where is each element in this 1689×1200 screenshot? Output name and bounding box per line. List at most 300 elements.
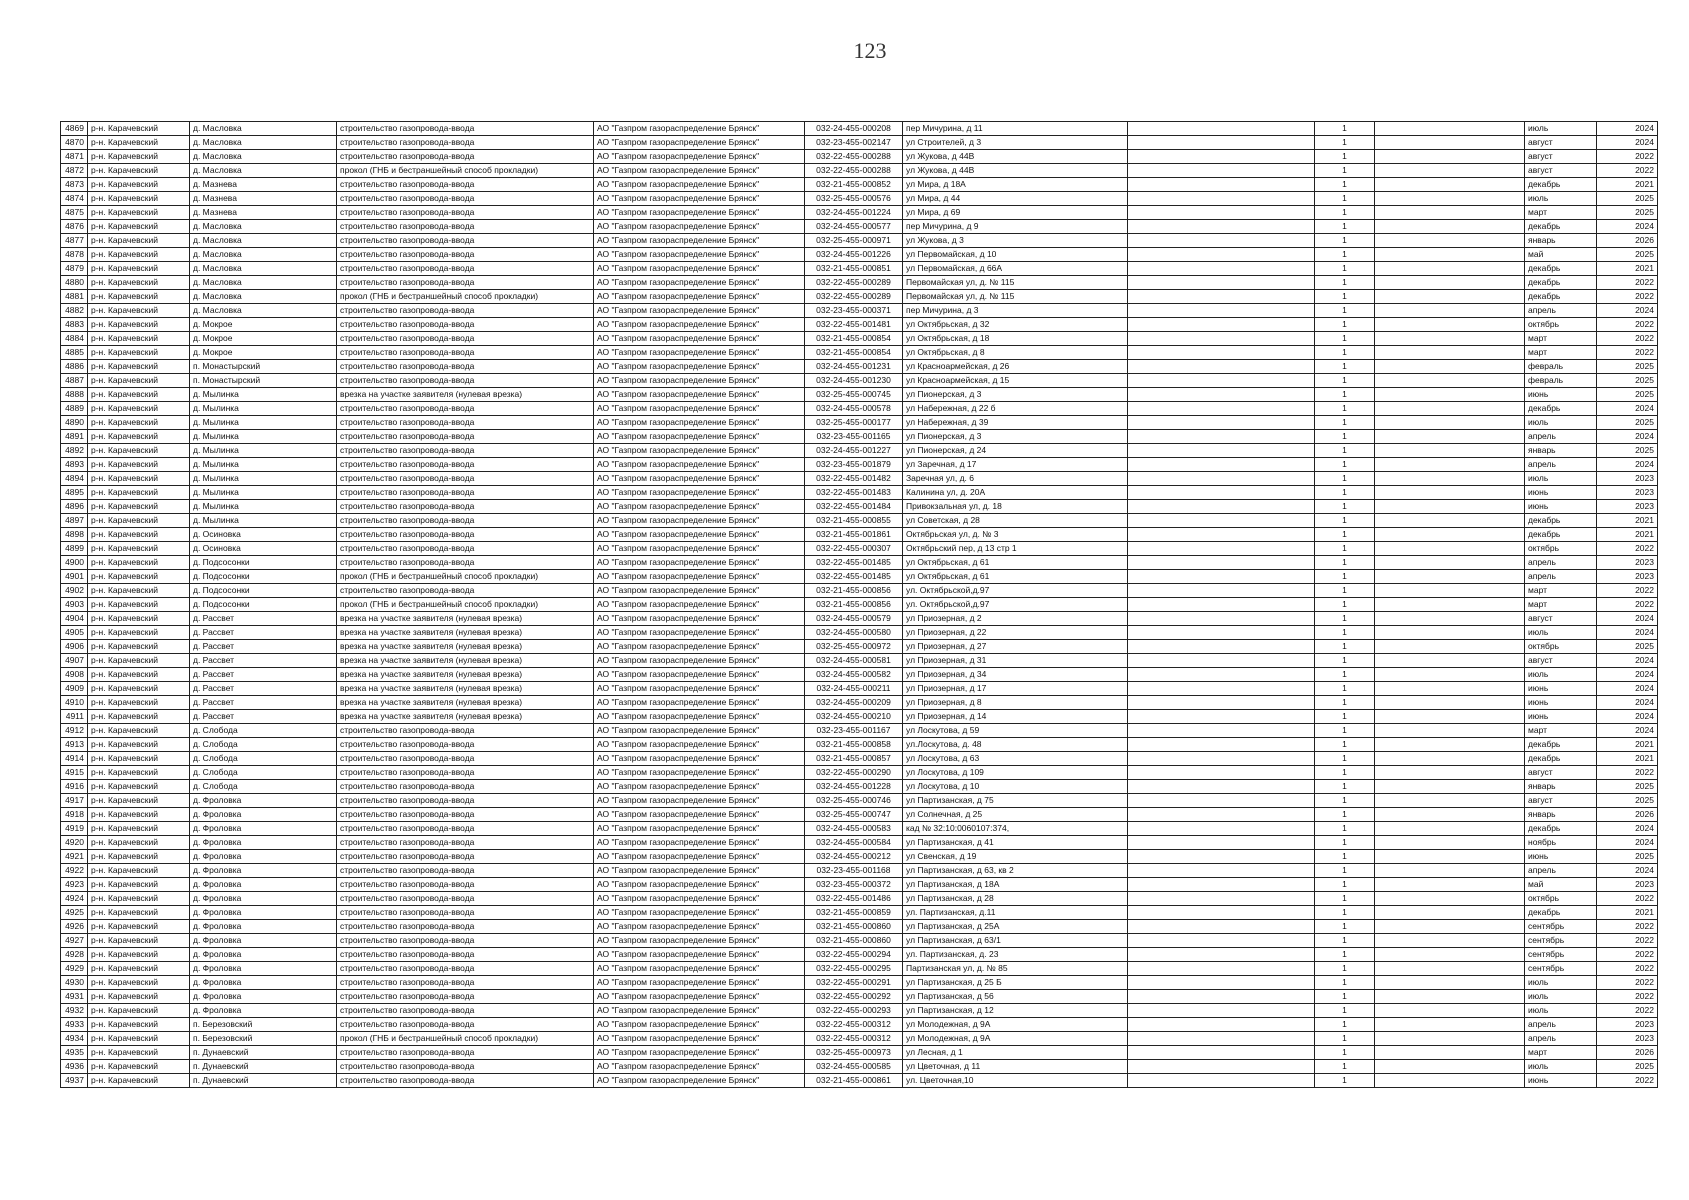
address-cell: ул Октябрьская, д 61 [903, 570, 1128, 584]
district-cell: р-н. Карачевский [88, 416, 190, 430]
extra-cell [1128, 752, 1315, 766]
year-cell: 2021 [1597, 906, 1658, 920]
year-cell: 2022 [1597, 990, 1658, 1004]
note-cell [1375, 416, 1525, 430]
organization-cell: АО "Газпром газораспределение Брянск" [594, 850, 805, 864]
month-cell: июль [1525, 1004, 1597, 1018]
extra-cell [1128, 1032, 1315, 1046]
month-cell: июнь [1525, 850, 1597, 864]
count-cell: 1 [1315, 360, 1375, 374]
count-cell: 1 [1315, 402, 1375, 416]
extra-cell [1128, 934, 1315, 948]
note-cell [1375, 444, 1525, 458]
extra-cell [1128, 878, 1315, 892]
organization-cell: АО "Газпром газораспределение Брянск" [594, 290, 805, 304]
table-row [61, 1074, 1658, 1088]
organization-cell: АО "Газпром газораспределение Брянск" [594, 794, 805, 808]
table-row [61, 794, 1658, 808]
work-type-cell: врезка на участке заявителя (нулевая врезка) [337, 710, 594, 724]
settlement-cell: п. Дунаевский [190, 1046, 337, 1060]
table-row [61, 682, 1658, 696]
district-cell: р-н. Карачевский [88, 822, 190, 836]
organization-cell: АО "Газпром газораспределение Брянск" [594, 598, 805, 612]
address-cell: ул Партизанская, д 75 [903, 794, 1128, 808]
month-cell: август [1525, 136, 1597, 150]
settlement-cell: д. Фроловка [190, 878, 337, 892]
settlement-cell: д. Мылинка [190, 458, 337, 472]
district-cell: р-н. Карачевский [88, 290, 190, 304]
table-row [61, 906, 1658, 920]
address-cell: ул Лоскутова, д 10 [903, 780, 1128, 794]
organization-cell: АО "Газпром газораспределение Брянск" [594, 458, 805, 472]
row-number: 4895 [61, 486, 88, 500]
year-cell: 2021 [1597, 514, 1658, 528]
settlement-cell: д. Мокрое [190, 346, 337, 360]
organization-cell: АО "Газпром газораспределение Брянск" [594, 402, 805, 416]
row-number: 4886 [61, 360, 88, 374]
settlement-cell: д. Масловка [190, 304, 337, 318]
row-number: 4902 [61, 584, 88, 598]
note-cell [1375, 1046, 1525, 1060]
work-type-cell: строительство газопровода-ввода [337, 430, 594, 444]
year-cell: 2024 [1597, 836, 1658, 850]
work-type-cell: строительство газопровода-ввода [337, 724, 594, 738]
settlement-cell: д. Фроловка [190, 990, 337, 1004]
extra-cell [1128, 332, 1315, 346]
row-number: 4870 [61, 136, 88, 150]
work-type-cell: прокол (ГНБ и бестраншейный способ прокладки) [337, 570, 594, 584]
count-cell: 1 [1315, 500, 1375, 514]
count-cell: 1 [1315, 612, 1375, 626]
row-number: 4916 [61, 780, 88, 794]
table-row [61, 220, 1658, 234]
note-cell [1375, 934, 1525, 948]
address-cell: ул Жукова, д 3 [903, 234, 1128, 248]
year-cell: 2025 [1597, 794, 1658, 808]
year-cell: 2022 [1597, 276, 1658, 290]
district-cell: р-н. Карачевский [88, 136, 190, 150]
year-cell: 2022 [1597, 1074, 1658, 1088]
organization-cell: АО "Газпром газораспределение Брянск" [594, 836, 805, 850]
year-cell: 2026 [1597, 808, 1658, 822]
extra-cell [1128, 1018, 1315, 1032]
address-cell: ул Приозерная, д 2 [903, 612, 1128, 626]
year-cell: 2025 [1597, 780, 1658, 794]
note-cell [1375, 402, 1525, 416]
row-number: 4889 [61, 402, 88, 416]
application-code-cell: 032-24-455-000579 [805, 612, 903, 626]
extra-cell [1128, 374, 1315, 388]
work-type-cell: строительство газопровода-ввода [337, 304, 594, 318]
address-cell: ул Партизанская, д 41 [903, 836, 1128, 850]
district-cell: р-н. Карачевский [88, 878, 190, 892]
note-cell [1375, 1018, 1525, 1032]
extra-cell [1128, 794, 1315, 808]
application-code-cell: 032-21-455-000859 [805, 906, 903, 920]
year-cell: 2026 [1597, 234, 1658, 248]
settlement-cell: д. Фроловка [190, 836, 337, 850]
table-row [61, 122, 1658, 136]
extra-cell [1128, 416, 1315, 430]
district-cell: р-н. Карачевский [88, 556, 190, 570]
settlement-cell: д. Мылинка [190, 430, 337, 444]
note-cell [1375, 738, 1525, 752]
address-cell: Октябрьская ул, д. № 3 [903, 528, 1128, 542]
organization-cell: АО "Газпром газораспределение Брянск" [594, 374, 805, 388]
year-cell: 2024 [1597, 626, 1658, 640]
extra-cell [1128, 990, 1315, 1004]
year-cell: 2025 [1597, 850, 1658, 864]
settlement-cell: д. Рассвет [190, 710, 337, 724]
application-code-cell: 032-23-455-000372 [805, 878, 903, 892]
note-cell [1375, 570, 1525, 584]
count-cell: 1 [1315, 920, 1375, 934]
note-cell [1375, 598, 1525, 612]
count-cell: 1 [1315, 864, 1375, 878]
work-type-cell: врезка на участке заявителя (нулевая врезка) [337, 654, 594, 668]
organization-cell: АО "Газпром газораспределение Брянск" [594, 178, 805, 192]
extra-cell [1128, 178, 1315, 192]
count-cell: 1 [1315, 220, 1375, 234]
organization-cell: АО "Газпром газораспределение Брянск" [594, 276, 805, 290]
application-code-cell: 032-22-455-000289 [805, 290, 903, 304]
note-cell [1375, 962, 1525, 976]
year-cell: 2022 [1597, 164, 1658, 178]
table-row [61, 388, 1658, 402]
work-type-cell: строительство газопровода-ввода [337, 990, 594, 1004]
organization-cell: АО "Газпром газораспределение Брянск" [594, 220, 805, 234]
row-number: 4904 [61, 612, 88, 626]
district-cell: р-н. Карачевский [88, 710, 190, 724]
address-cell: Первомайская ул, д. № 115 [903, 290, 1128, 304]
work-type-cell: строительство газопровода-ввода [337, 808, 594, 822]
year-cell: 2022 [1597, 542, 1658, 556]
work-type-cell: врезка на участке заявителя (нулевая врезка) [337, 640, 594, 654]
year-cell: 2024 [1597, 668, 1658, 682]
note-cell [1375, 276, 1525, 290]
address-cell: Заречная ул, д. 6 [903, 472, 1128, 486]
table-row [61, 346, 1658, 360]
row-number: 4912 [61, 724, 88, 738]
table-row [61, 920, 1658, 934]
application-code-cell: 032-24-455-000581 [805, 654, 903, 668]
district-cell: р-н. Карачевский [88, 1074, 190, 1088]
application-code-cell: 032-22-455-001485 [805, 570, 903, 584]
organization-cell: АО "Газпром газораспределение Брянск" [594, 1046, 805, 1060]
year-cell: 2023 [1597, 878, 1658, 892]
note-cell [1375, 542, 1525, 556]
application-code-cell: 032-21-455-000855 [805, 514, 903, 528]
organization-cell: АО "Газпром газораспределение Брянск" [594, 906, 805, 920]
note-cell [1375, 374, 1525, 388]
year-cell: 2024 [1597, 458, 1658, 472]
work-type-cell: строительство газопровода-ввода [337, 486, 594, 500]
count-cell: 1 [1315, 164, 1375, 178]
district-cell: р-н. Карачевский [88, 682, 190, 696]
work-type-cell: строительство газопровода-ввода [337, 402, 594, 416]
row-number: 4924 [61, 892, 88, 906]
count-cell: 1 [1315, 528, 1375, 542]
district-cell: р-н. Карачевский [88, 220, 190, 234]
organization-cell: АО "Газпром газораспределение Брянск" [594, 808, 805, 822]
extra-cell [1128, 948, 1315, 962]
note-cell [1375, 864, 1525, 878]
extra-cell [1128, 920, 1315, 934]
year-cell: 2024 [1597, 402, 1658, 416]
year-cell: 2022 [1597, 892, 1658, 906]
settlement-cell: д. Слобода [190, 724, 337, 738]
note-cell [1375, 1060, 1525, 1074]
note-cell [1375, 612, 1525, 626]
month-cell: апрель [1525, 458, 1597, 472]
count-cell: 1 [1315, 542, 1375, 556]
application-code-cell: 032-22-455-000293 [805, 1004, 903, 1018]
organization-cell: АО "Газпром газораспределение Брянск" [594, 738, 805, 752]
address-cell: ул Приозерная, д 31 [903, 654, 1128, 668]
settlement-cell: д. Мылинка [190, 416, 337, 430]
application-code-cell: 032-22-455-000292 [805, 990, 903, 1004]
count-cell: 1 [1315, 794, 1375, 808]
row-number: 4878 [61, 248, 88, 262]
work-type-cell: строительство газопровода-ввода [337, 206, 594, 220]
work-type-cell: строительство газопровода-ввода [337, 892, 594, 906]
application-code-cell: 032-25-455-000971 [805, 234, 903, 248]
month-cell: декабрь [1525, 514, 1597, 528]
note-cell [1375, 808, 1525, 822]
row-number: 4915 [61, 766, 88, 780]
table-row [61, 514, 1658, 528]
district-cell: р-н. Карачевский [88, 584, 190, 598]
address-cell: ул Партизанская, д 63/1 [903, 934, 1128, 948]
address-cell: Первомайская ул, д. № 115 [903, 276, 1128, 290]
year-cell: 2023 [1597, 472, 1658, 486]
organization-cell: АО "Газпром газораспределение Брянск" [594, 640, 805, 654]
row-number: 4893 [61, 458, 88, 472]
note-cell [1375, 346, 1525, 360]
table-row [61, 892, 1658, 906]
district-cell: р-н. Карачевский [88, 304, 190, 318]
settlement-cell: д. Фроловка [190, 864, 337, 878]
settlement-cell: д. Фроловка [190, 962, 337, 976]
work-type-cell: строительство газопровода-ввода [337, 318, 594, 332]
work-type-cell: строительство газопровода-ввода [337, 444, 594, 458]
table-row [61, 416, 1658, 430]
count-cell: 1 [1315, 976, 1375, 990]
organization-cell: АО "Газпром газораспределение Брянск" [594, 878, 805, 892]
organization-cell: АО "Газпром газораспределение Брянск" [594, 388, 805, 402]
work-type-cell: прокол (ГНБ и бестраншейный способ прокладки) [337, 290, 594, 304]
work-type-cell: строительство газопровода-ввода [337, 752, 594, 766]
table-row [61, 724, 1658, 738]
district-cell: р-н. Карачевский [88, 388, 190, 402]
count-cell: 1 [1315, 472, 1375, 486]
district-cell: р-н. Карачевский [88, 346, 190, 360]
address-cell: ул Октябрьская, д 32 [903, 318, 1128, 332]
district-cell: р-н. Карачевский [88, 486, 190, 500]
district-cell: р-н. Карачевский [88, 752, 190, 766]
note-cell [1375, 122, 1525, 136]
organization-cell: АО "Газпром газораспределение Брянск" [594, 262, 805, 276]
work-type-cell: строительство газопровода-ввода [337, 962, 594, 976]
organization-cell: АО "Газпром газораспределение Брянск" [594, 584, 805, 598]
address-cell: ул Октябрьская, д 18 [903, 332, 1128, 346]
row-number: 4908 [61, 668, 88, 682]
count-cell: 1 [1315, 640, 1375, 654]
address-cell: ул Приозерная, д 34 [903, 668, 1128, 682]
settlement-cell: п. Березовский [190, 1018, 337, 1032]
month-cell: июль [1525, 472, 1597, 486]
address-cell: Октябрьский пер, д 13 стр 1 [903, 542, 1128, 556]
note-cell [1375, 150, 1525, 164]
extra-cell [1128, 318, 1315, 332]
count-cell: 1 [1315, 332, 1375, 346]
application-code-cell: 032-23-455-000371 [805, 304, 903, 318]
work-type-cell: строительство газопровода-ввода [337, 234, 594, 248]
table-row [61, 318, 1658, 332]
month-cell: март [1525, 1046, 1597, 1060]
work-type-cell: строительство газопровода-ввода [337, 374, 594, 388]
table-row [61, 136, 1658, 150]
table-row [61, 738, 1658, 752]
application-code-cell: 032-25-455-000746 [805, 794, 903, 808]
settlement-cell: д. Фроловка [190, 976, 337, 990]
row-number: 4883 [61, 318, 88, 332]
table-row [61, 696, 1658, 710]
month-cell: март [1525, 332, 1597, 346]
work-type-cell: строительство газопровода-ввода [337, 1074, 594, 1088]
month-cell: январь [1525, 808, 1597, 822]
count-cell: 1 [1315, 584, 1375, 598]
settlement-cell: д. Рассвет [190, 626, 337, 640]
organization-cell: АО "Газпром газораспределение Брянск" [594, 542, 805, 556]
district-cell: р-н. Карачевский [88, 276, 190, 290]
address-cell: ул Партизанская, д 25 Б [903, 976, 1128, 990]
work-type-cell: строительство газопровода-ввода [337, 556, 594, 570]
month-cell: декабрь [1525, 906, 1597, 920]
row-number: 4875 [61, 206, 88, 220]
month-cell: апрель [1525, 556, 1597, 570]
row-number: 4907 [61, 654, 88, 668]
month-cell: декабрь [1525, 178, 1597, 192]
address-cell: Партизанская ул, д. № 85 [903, 962, 1128, 976]
month-cell: декабрь [1525, 738, 1597, 752]
organization-cell: АО "Газпром газораспределение Брянск" [594, 752, 805, 766]
count-cell: 1 [1315, 752, 1375, 766]
address-cell: ул Советская, д 28 [903, 514, 1128, 528]
month-cell: июнь [1525, 500, 1597, 514]
note-cell [1375, 164, 1525, 178]
count-cell: 1 [1315, 346, 1375, 360]
district-cell: р-н. Карачевский [88, 1004, 190, 1018]
settlement-cell: д. Фроловка [190, 948, 337, 962]
application-code-cell: 032-24-455-000580 [805, 626, 903, 640]
application-code-cell: 032-22-455-000294 [805, 948, 903, 962]
month-cell: декабрь [1525, 402, 1597, 416]
table-row [61, 1018, 1658, 1032]
table-row [61, 444, 1658, 458]
work-type-cell: врезка на участке заявителя (нулевая врезка) [337, 682, 594, 696]
year-cell: 2025 [1597, 416, 1658, 430]
row-number: 4919 [61, 822, 88, 836]
extra-cell [1128, 780, 1315, 794]
organization-cell: АО "Газпром газораспределение Брянск" [594, 500, 805, 514]
note-cell [1375, 710, 1525, 724]
address-cell: ул Жукова, д 44В [903, 150, 1128, 164]
page-number: 123 [853, 38, 887, 63]
table-row [61, 430, 1658, 444]
note-cell [1375, 626, 1525, 640]
settlement-cell: д. Слобода [190, 780, 337, 794]
district-cell: р-н. Карачевский [88, 444, 190, 458]
month-cell: апрель [1525, 1018, 1597, 1032]
extra-cell [1128, 598, 1315, 612]
table-row [61, 836, 1658, 850]
note-cell [1375, 640, 1525, 654]
table-row [61, 934, 1658, 948]
month-cell: июнь [1525, 696, 1597, 710]
organization-cell: АО "Газпром газораспределение Брянск" [594, 248, 805, 262]
district-cell: р-н. Карачевский [88, 192, 190, 206]
count-cell: 1 [1315, 486, 1375, 500]
count-cell: 1 [1315, 766, 1375, 780]
year-cell: 2022 [1597, 584, 1658, 598]
settlement-cell: д. Рассвет [190, 640, 337, 654]
application-code-cell: 032-22-455-000290 [805, 766, 903, 780]
count-cell: 1 [1315, 836, 1375, 850]
table-row [61, 962, 1658, 976]
work-type-cell: врезка на участке заявителя (нулевая врезка) [337, 696, 594, 710]
address-cell: ул. Партизанская, д.11 [903, 906, 1128, 920]
organization-cell: АО "Газпром газораспределение Брянск" [594, 1060, 805, 1074]
table-row [61, 500, 1658, 514]
note-cell [1375, 430, 1525, 444]
row-number: 4871 [61, 150, 88, 164]
address-cell: ул Партизанская, д 12 [903, 1004, 1128, 1018]
extra-cell [1128, 976, 1315, 990]
district-cell: р-н. Карачевский [88, 1060, 190, 1074]
note-cell [1375, 1074, 1525, 1088]
table-row [61, 598, 1658, 612]
application-code-cell: 032-22-455-000312 [805, 1032, 903, 1046]
table-row [61, 234, 1658, 248]
district-cell: р-н. Карачевский [88, 934, 190, 948]
application-code-cell: 032-21-455-000860 [805, 934, 903, 948]
organization-cell: АО "Газпром газораспределение Брянск" [594, 822, 805, 836]
row-number: 4928 [61, 948, 88, 962]
month-cell: июль [1525, 976, 1597, 990]
extra-cell [1128, 262, 1315, 276]
year-cell: 2021 [1597, 738, 1658, 752]
year-cell: 2024 [1597, 304, 1658, 318]
settlement-cell: д. Мылинка [190, 472, 337, 486]
count-cell: 1 [1315, 738, 1375, 752]
work-type-cell: строительство газопровода-ввода [337, 850, 594, 864]
work-type-cell: прокол (ГНБ и бестраншейный способ прокладки) [337, 164, 594, 178]
address-cell: пер Мичурина, д 11 [903, 122, 1128, 136]
table-row [61, 276, 1658, 290]
application-code-cell: 032-22-455-001483 [805, 486, 903, 500]
count-cell: 1 [1315, 570, 1375, 584]
row-number: 4929 [61, 962, 88, 976]
year-cell: 2022 [1597, 332, 1658, 346]
application-code-cell: 032-24-455-001228 [805, 780, 903, 794]
year-cell: 2022 [1597, 920, 1658, 934]
application-code-cell: 032-24-455-000211 [805, 682, 903, 696]
district-cell: р-н. Карачевский [88, 402, 190, 416]
month-cell: май [1525, 878, 1597, 892]
note-cell [1375, 1032, 1525, 1046]
district-cell: р-н. Карачевский [88, 794, 190, 808]
